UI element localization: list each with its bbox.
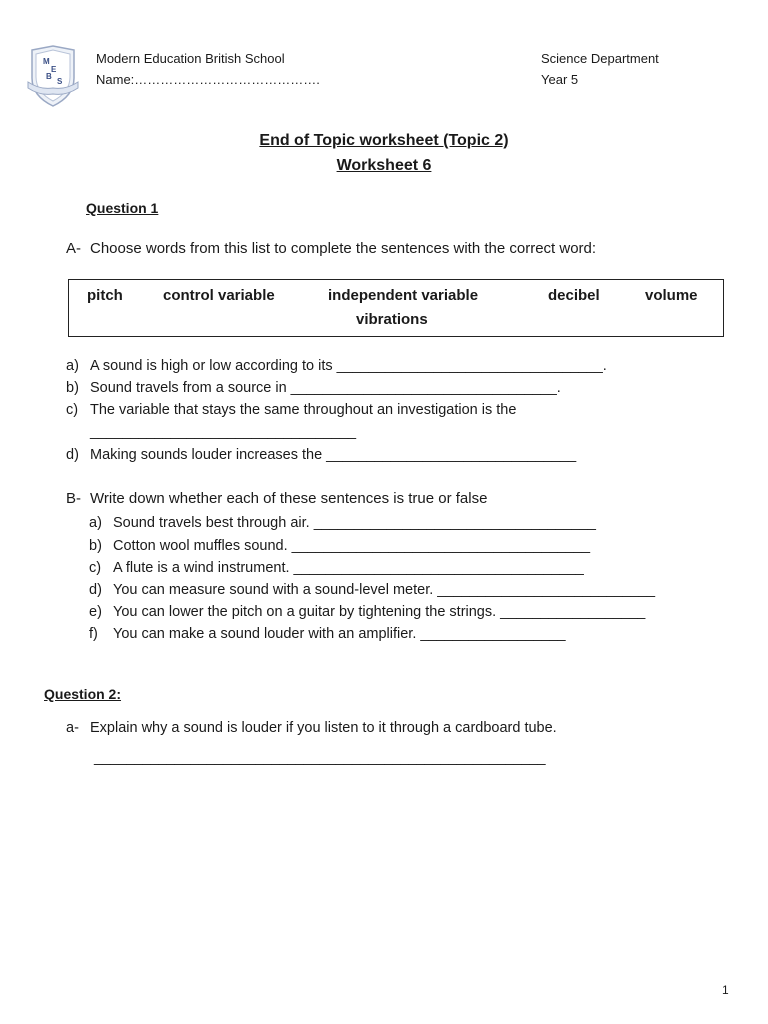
- department-name: Science Department: [541, 51, 659, 66]
- part-b-item-b: b) Cotton wool muffles sound. _____________________________________: [89, 538, 591, 554]
- logo-letter-e: E: [51, 65, 57, 74]
- part-b-item-e: e) You can lower the pitch on a guitar by tightening the strings. __________________: [89, 604, 646, 620]
- part-b-label: B-: [66, 490, 81, 507]
- logo-letter-b: B: [46, 72, 52, 81]
- part-b-item-c: c) A flute is a wind instrument. ____________________________________: [89, 560, 584, 576]
- q2-answer-line: ________________________________________________________: [94, 750, 546, 766]
- part-a-item-c-answer-line: _________________________________: [90, 424, 357, 440]
- shield-icon: [26, 44, 80, 108]
- part-b-instruction: [66, 490, 487, 507]
- word-independent-variable: independent variable: [328, 287, 479, 304]
- worksheet-subtitle: Worksheet 6: [336, 157, 432, 174]
- year-level: Year 5: [541, 72, 579, 87]
- part-a-item-c: c) The variable that stays the same throughout an investigation is the: [66, 402, 517, 418]
- q2-part-a: a- Explain why a sound is louder if you listen to it through a cardboard tube.: [66, 720, 557, 736]
- part-a-instruction-text: Choose words from this list to complete the sentences with the correct word:: [90, 240, 597, 257]
- part-b-item-d: d) You can measure sound with a sound-level meter. ___________________________: [89, 582, 656, 598]
- part-b-item-a: a) Sound travels best through air. ___________________________________: [89, 515, 596, 531]
- word-pitch: pitch: [87, 287, 123, 304]
- logo-letter-s: S: [57, 77, 63, 86]
- page-number: 1: [722, 983, 729, 997]
- word-vibrations: vibrations: [356, 311, 428, 328]
- question-2-heading: Question 2:: [44, 686, 122, 702]
- part-a-item-d: d) Making sounds louder increases the _______________________________: [66, 447, 577, 463]
- school-name: Modern Education British School: [96, 51, 285, 66]
- word-bank: [68, 279, 724, 337]
- name-field: Name:…………………………………….: [96, 72, 320, 87]
- word-volume: volume: [645, 287, 698, 304]
- part-b-instruction-text: Write down whether each of these sentences is true or false: [90, 490, 488, 507]
- worksheet-title: End of Topic worksheet (Topic 2): [259, 132, 509, 149]
- word-control-variable: control variable: [163, 287, 275, 304]
- part-a-label: A-: [66, 240, 81, 257]
- part-a-instruction: [66, 240, 596, 257]
- part-a-item-b: b) Sound travels from a source in _________________________________.: [66, 380, 561, 396]
- part-b-item-f: f) You can make a sound louder with an amplifier. __________________: [89, 626, 566, 642]
- school-logo: [26, 44, 80, 108]
- question-1-heading: Question 1: [86, 200, 159, 216]
- logo-letter-m: M: [43, 57, 50, 66]
- part-a-item-a: a) A sound is high or low according to its _________________________________.: [66, 358, 607, 374]
- word-decibel: decibel: [548, 287, 600, 304]
